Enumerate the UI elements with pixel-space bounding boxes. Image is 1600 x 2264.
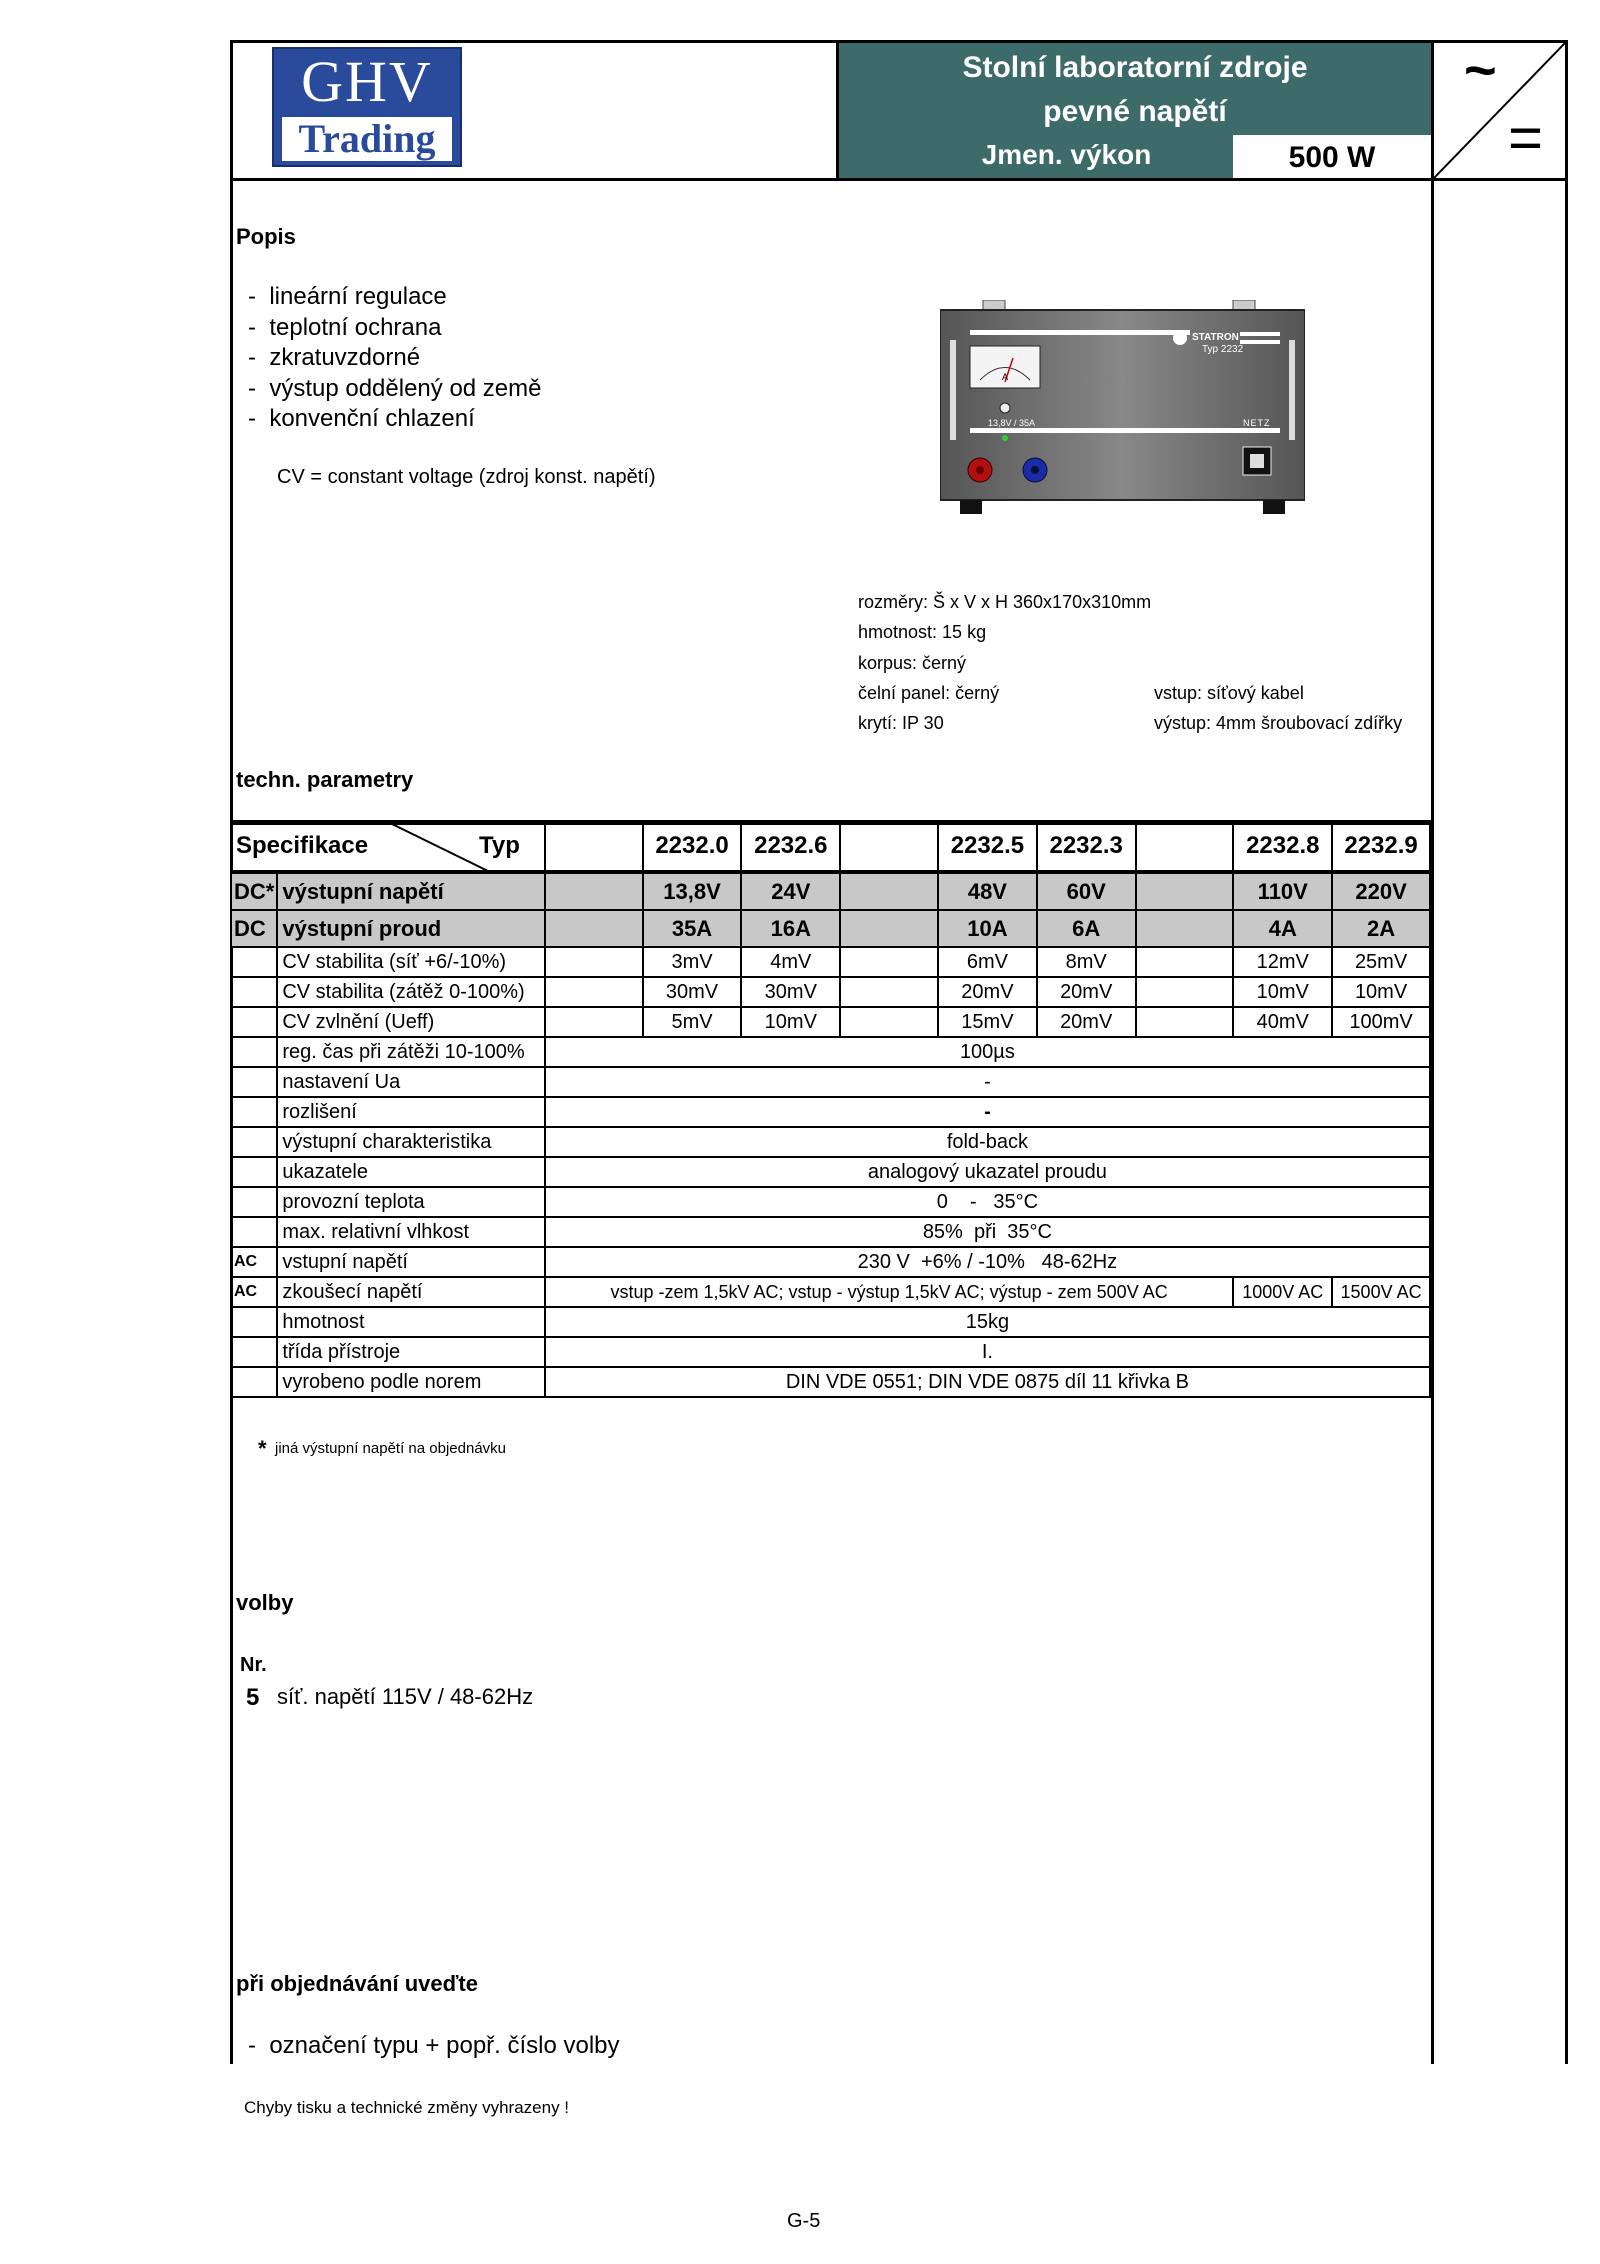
row-label: výstupní proud	[277, 910, 544, 947]
empty-cell	[545, 947, 643, 977]
table-row	[231, 1337, 1430, 1367]
empty-cell	[545, 821, 643, 872]
table-cell: 5mV	[643, 1007, 742, 1037]
table-cell: 48V	[938, 872, 1037, 910]
table-cell: 0 - 35°C	[545, 1187, 1430, 1217]
product-image	[940, 300, 1305, 515]
empty-cell	[840, 821, 938, 872]
list-item: - výstup oddělený od země	[248, 374, 542, 402]
table-cell: 100µs	[545, 1037, 1430, 1067]
table-cell: -	[545, 1097, 1430, 1127]
row-label: vyrobeno podle norem	[277, 1367, 544, 1397]
type-header: 2232.0	[643, 821, 742, 872]
property-line: hmotnost: 15 kg	[858, 622, 987, 643]
bullet-text: konvenční chlazení	[269, 405, 475, 432]
title-line-1: Stolní laboratorní zdroje	[962, 51, 1308, 84]
table-cell: 10A	[938, 910, 1037, 947]
table-cell: 15kg	[545, 1307, 1430, 1337]
type-header: 2232.8	[1233, 821, 1332, 872]
properties-left	[858, 587, 1151, 738]
bullet-text: teplotní ochrana	[269, 313, 442, 341]
tech-params-heading: techn. parametry	[236, 767, 414, 792]
table-cell: 35A	[643, 910, 742, 947]
table-cell: 2A	[1332, 910, 1430, 947]
spec-table	[230, 820, 1431, 1398]
table-cell: 220V	[1332, 872, 1430, 910]
table-cell: 20mV	[1037, 1007, 1136, 1037]
row-prefix: AC	[231, 1277, 277, 1307]
list-item: - teplotní ochrana	[248, 313, 442, 341]
row-prefix: DC*	[231, 872, 277, 910]
table-cell: fold-back	[545, 1127, 1430, 1157]
row-label: hmotnost	[277, 1307, 544, 1337]
table-cell: DIN VDE 0551; DIN VDE 0875 díl 11 křivka B	[545, 1367, 1430, 1397]
ac-dc-icon	[1434, 43, 1565, 178]
table-cell: 13,8V	[643, 872, 742, 910]
footnote-text: jiná výstupní napětí na objednávku	[275, 1440, 506, 1457]
empty-cell	[840, 947, 938, 977]
table-row	[231, 977, 1430, 1007]
row-prefix	[231, 947, 277, 977]
bullet-text: zkratuvzdorné	[269, 344, 421, 371]
property-line: krytí: IP 30	[858, 713, 944, 734]
table-row	[231, 1007, 1430, 1037]
cv-note: CV = constant voltage (zdroj konst. napětí)	[277, 466, 656, 488]
type-label: Typ	[479, 832, 520, 859]
title-line-2: pevné napětí	[1043, 95, 1227, 128]
table-cell: 4A	[1233, 910, 1332, 947]
page-number: G-5	[787, 2210, 821, 2232]
row-label: CV zvlnění (Ueff)	[277, 1007, 544, 1037]
empty-cell	[840, 872, 938, 910]
row-prefix	[231, 1097, 277, 1127]
table-cell: 40mV	[1233, 1007, 1332, 1037]
right-column-line	[1431, 40, 1434, 2064]
table-row	[231, 1067, 1430, 1097]
table-row	[231, 872, 1430, 910]
empty-cell	[1136, 977, 1234, 1007]
empty-cell	[545, 910, 643, 947]
ordering-item: - označení typu + popř. číslo volby	[248, 2032, 620, 2059]
dc-symbol: =	[1508, 104, 1544, 171]
table-cell: 230 V +6% / -10% 48-62Hz	[545, 1247, 1430, 1277]
row-label: provozní teplota	[277, 1187, 544, 1217]
table-cell: 30mV	[741, 977, 840, 1007]
row-label: ukazatele	[277, 1157, 544, 1187]
empty-cell	[1136, 1007, 1234, 1037]
logo-text-top: GHV	[301, 49, 433, 114]
property-line: korpus: černý	[858, 652, 967, 673]
type-header: 2232.3	[1037, 821, 1136, 872]
row-prefix: DC	[231, 910, 277, 947]
switch-label: NETZ	[1243, 418, 1271, 428]
table-cell: 85% při 35°C	[545, 1217, 1430, 1247]
row-prefix	[231, 1307, 277, 1337]
row-prefix	[231, 1127, 277, 1157]
table-row	[231, 1037, 1430, 1067]
row-prefix	[231, 1337, 277, 1367]
spec-label: Specifikace	[236, 832, 369, 859]
ordering-text: označení typu + popř. číslo volby	[269, 2032, 620, 2059]
table-cell: 15mV	[938, 1007, 1037, 1037]
table-cell: I.	[545, 1337, 1430, 1367]
empty-cell	[840, 1007, 938, 1037]
row-prefix	[231, 977, 277, 1007]
row-label: max. relativní vlhkost	[277, 1217, 544, 1247]
row-prefix	[231, 1367, 277, 1397]
table-cell: 10mV	[1233, 977, 1332, 1007]
device-model: Typ 2232	[1202, 344, 1244, 355]
table-row	[231, 1187, 1430, 1217]
bullet-text: lineární regulace	[269, 283, 447, 310]
nr-label: Nr.	[240, 1654, 267, 1676]
row-label: výstupní napětí	[277, 872, 544, 910]
property-line: vstup: síťový kabel	[1154, 683, 1304, 703]
table-cell: 1500V AC	[1332, 1277, 1430, 1307]
table-row	[231, 1247, 1430, 1277]
table-row	[231, 1367, 1430, 1397]
device-rating: 13,8V / 35A	[988, 418, 1036, 428]
type-header: 2232.6	[741, 821, 840, 872]
power-value: 500 W	[1233, 135, 1431, 178]
row-prefix	[231, 1157, 277, 1187]
description-heading: Popis	[236, 224, 296, 249]
option-number: 5	[246, 1684, 260, 1711]
row-label: rozlišení	[277, 1097, 544, 1127]
table-row	[231, 1307, 1430, 1337]
row-prefix	[231, 1067, 277, 1097]
row-prefix	[231, 1007, 277, 1037]
acdc-symbol	[1434, 38, 1565, 178]
empty-cell	[545, 872, 643, 910]
table-row	[231, 1277, 1430, 1307]
footnote-mark: *	[258, 1436, 267, 1461]
spec-type-header	[231, 821, 545, 872]
table-row	[231, 947, 1430, 977]
table-cell: 16A	[741, 910, 840, 947]
list-item: - lineární regulace	[248, 283, 447, 310]
property-line: výstup: 4mm šroubovací zdířky	[1154, 713, 1403, 734]
row-label: reg. čas při zátěži 10-100%	[277, 1037, 544, 1067]
row-label: třída přístroje	[277, 1337, 544, 1367]
bullet-text: výstup oddělený od země	[269, 374, 542, 402]
table-cell: 10mV	[1332, 977, 1430, 1007]
ordering-heading: při objednávání uveďte	[236, 1971, 478, 1996]
row-label: výstupní charakteristika	[277, 1127, 544, 1157]
empty-cell	[1136, 821, 1234, 872]
table-cell: 1000V AC	[1233, 1277, 1332, 1307]
logo-text-bottom: Trading	[282, 117, 452, 161]
table-row	[231, 910, 1430, 947]
table-cell: -	[545, 1067, 1430, 1097]
table-cell: vstup -zem 1,5kV AC; vstup - výstup 1,5kV AC; výstup - zem 500V AC	[545, 1277, 1234, 1307]
table-header-row	[231, 821, 1430, 872]
table-cell: 4mV	[741, 947, 840, 977]
device-brand: STATRON	[1192, 332, 1239, 343]
row-prefix	[231, 1037, 277, 1067]
row-prefix	[231, 1187, 277, 1217]
meter-unit: A	[1002, 372, 1009, 382]
empty-cell	[1136, 872, 1234, 910]
list-item: - konvenční chlazení	[248, 405, 475, 432]
empty-cell	[1136, 947, 1234, 977]
type-header: 2232.5	[938, 821, 1037, 872]
table-row	[231, 1157, 1430, 1187]
options-heading: volby	[236, 1590, 294, 1615]
row-label: CV stabilita (zátěž 0-100%)	[277, 977, 544, 1007]
table-row	[231, 1217, 1430, 1247]
table-cell: 24V	[741, 872, 840, 910]
row-label: CV stabilita (síť +6/-10%)	[277, 947, 544, 977]
table-cell: 100mV	[1332, 1007, 1430, 1037]
header-divider	[230, 178, 1568, 181]
ac-symbol: ~	[1464, 38, 1497, 101]
company-logo	[272, 47, 462, 167]
table-cell: 25mV	[1332, 947, 1430, 977]
table-row	[231, 1127, 1430, 1157]
empty-cell	[545, 1007, 643, 1037]
disclaimer: Chyby tisku a technické změny vyhrazeny !	[244, 2098, 570, 2117]
row-label: nastavení Ua	[277, 1067, 544, 1097]
table-cell: 30mV	[643, 977, 742, 1007]
table-cell: 10mV	[741, 1007, 840, 1037]
row-label: vstupní napětí	[277, 1247, 544, 1277]
table-cell: 20mV	[1037, 977, 1136, 1007]
table-cell: 12mV	[1233, 947, 1332, 977]
empty-cell	[1136, 910, 1234, 947]
empty-cell	[840, 910, 938, 947]
table-cell: 3mV	[643, 947, 742, 977]
properties-right	[1154, 678, 1402, 739]
description-list	[248, 282, 542, 435]
list-item: - zkratuvzdorné	[248, 344, 421, 371]
row-label: zkoušecí napětí	[277, 1277, 544, 1307]
row-prefix: AC	[231, 1247, 277, 1277]
table-cell: 6mV	[938, 947, 1037, 977]
power-label: Jmen. výkon	[981, 139, 1152, 170]
table-cell: 6A	[1037, 910, 1136, 947]
table-row	[231, 1097, 1430, 1127]
property-line: rozměry: Š x V x H 360x170x310mm	[858, 592, 1152, 612]
type-header: 2232.9	[1332, 821, 1430, 872]
table-cell: analogový ukazatel proudu	[545, 1157, 1430, 1187]
table-cell: 110V	[1233, 872, 1332, 910]
property-line: čelní panel: černý	[858, 682, 1000, 703]
empty-cell	[840, 977, 938, 1007]
table-cell: 20mV	[938, 977, 1037, 1007]
table-cell: 60V	[1037, 872, 1136, 910]
empty-cell	[545, 977, 643, 1007]
row-prefix	[231, 1217, 277, 1247]
table-cell: 8mV	[1037, 947, 1136, 977]
option-text: síť. napětí 115V / 48-62Hz	[277, 1684, 534, 1709]
